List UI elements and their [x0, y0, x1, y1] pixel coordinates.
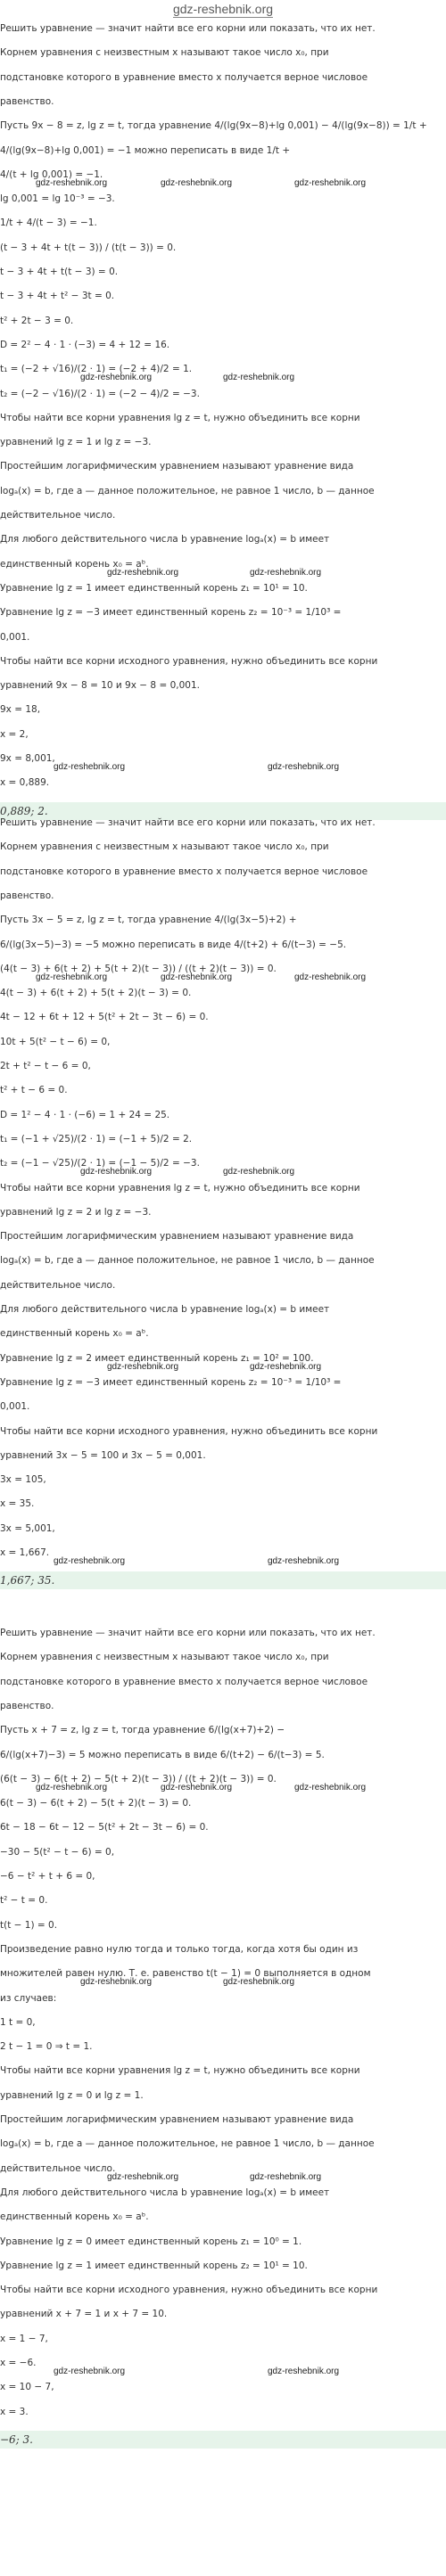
solution-line: 9x = 18,: [0, 704, 41, 716]
watermark-text: gdz-reshebnik.org: [107, 1361, 179, 1372]
solution-line: уравнений lg z = 1 и lg z = −3.: [0, 437, 152, 448]
solution-line: из случаев:: [0, 1992, 57, 2004]
solution-line: D = 1² − 4 · 1 · (−6) = 1 + 24 = 25.: [0, 1109, 170, 1120]
solution-line: x = 1,667.: [0, 1547, 50, 1558]
solution-line: t² + t − 6 = 0.: [0, 1085, 68, 1096]
watermark-text: gdz-reshebnik.org: [294, 177, 367, 188]
solution-line: 0,001.: [0, 1401, 30, 1413]
solution-line: t₁ = (−1 + √25)/(2 · 1) = (−1 + 5)/2 = 2.: [0, 1133, 193, 1144]
solution-line: x = −6.: [0, 2358, 37, 2368]
solution-line: Простейшим логарифмическим уравнением называют уравнение вида: [0, 461, 354, 472]
solution-line: (4(t − 3) + 6(t + 2) + 5(t + 2)(t − 3)) / ((t + 2)(t − 3)) = 0.: [0, 963, 277, 974]
solution-line: Решить уравнение — значит найти все его корни или показать, что их нет.: [0, 817, 376, 828]
watermark-text: gdz-reshebnik.org: [223, 1167, 295, 1177]
watermark-text: gdz-reshebnik.org: [36, 1782, 108, 1793]
solution-line: 1 t = 0,: [0, 2016, 36, 2028]
solution-line: подстановке которого в уравнение вместо x получается верное числовое: [0, 1676, 368, 1687]
solution-line: Уравнение lg z = 0 имеет единственный корень z₁ = 10⁰ = 1.: [0, 2236, 302, 2247]
solution-line: равенство.: [0, 95, 54, 107]
watermark-text: gdz-reshebnik.org: [161, 972, 233, 982]
watermark-text: gdz-reshebnik.org: [36, 177, 108, 188]
solution-line: Уравнение lg z = 2 имеет единственный корень z₁ = 10² = 100.: [0, 1352, 314, 1364]
watermark-text: gdz-reshebnik.org: [80, 1977, 153, 1988]
solution-line: действительное число.: [0, 2162, 116, 2174]
watermark-text: gdz-reshebnik.org: [250, 1361, 322, 1372]
watermark-text: gdz-reshebnik.org: [294, 1782, 367, 1793]
watermark-text: gdz-reshebnik.org: [107, 567, 179, 578]
answer-line: 1,667; 35.: [0, 1571, 446, 1589]
solution-line: 4/(lg(9x−8)+lg 0,001) = −1 можно переписать в виде 1/t +: [0, 144, 291, 156]
solution-line: t₁ = (−2 + √16)/(2 · 1) = (−2 + 4)/2 = 1.: [0, 364, 193, 375]
solution-line: 0,001.: [0, 631, 30, 643]
solution-line: 6t − 18 − 6t − 12 − 5(t² + 2t − 3t − 6) = 0.: [0, 1822, 209, 1834]
solution-line: 6/(lg(3x−5)−3) = −5 можно переписать в виде 4/(t+2) + 6/(t−3) = −5.: [0, 939, 347, 950]
solution-line: Корнем уравнения с неизвестным x называют такое число x₀, при: [0, 841, 329, 853]
solution-line: 1/t + 4/(t − 3) = −1.: [0, 217, 97, 229]
watermark-text: gdz-reshebnik.org: [107, 2171, 179, 2182]
solution-line: Чтобы найти все корни уравнения lg z = t, нужно объединить все корни: [0, 412, 360, 423]
solution-line: 6/(lg(x+7)−3) = 5 можно переписать в виде 6/(t+2) − 6/(t−3) = 5.: [0, 1749, 325, 1760]
solution-line: Уравнение lg z = 1 имеет единственный корень z₂ = 10¹ = 10.: [0, 2260, 308, 2271]
watermark-text: gdz-reshebnik.org: [250, 2171, 322, 2182]
solution-line: 4(t − 3) + 6(t + 2) + 5(t + 2)(t − 3) = 0.: [0, 988, 192, 999]
solution-line: Пусть 3x − 5 = z, lg z = t, тогда уравнение 4/(lg(3x−5)+2) +: [0, 915, 297, 926]
solution-line: Для любого действительного числа b уравнение logₐ(x) = b имеет: [0, 1304, 330, 1315]
solution-line: x = 3.: [0, 2406, 29, 2417]
solution-line: −30 − 5(t² − t − 6) = 0,: [0, 1846, 115, 1858]
solution-line: действительное число.: [0, 510, 116, 521]
solution-line: уравнений 3x − 5 = 100 и 3x − 5 = 0,001.: [0, 1449, 206, 1461]
watermark-text: gdz-reshebnik.org: [268, 762, 340, 772]
solution-line: равенство.: [0, 1700, 54, 1711]
watermark-text: gdz-reshebnik.org: [80, 373, 153, 383]
solution-line: logₐ(x) = b, где a — данное положительное, не равное 1 число, b — данное: [0, 1255, 375, 1267]
solution-line: Для любого действительного числа b уравнение logₐ(x) = b имеет: [0, 534, 330, 546]
solution-line: t² + 2t − 3 = 0.: [0, 315, 74, 326]
solution-line: единственный корень x₀ = aᵇ.: [0, 558, 149, 570]
solution-line: 4t − 12 + 6t + 12 + 5(t² + 2t − 3t − 6) = 0.: [0, 1012, 209, 1023]
watermark-text: gdz-reshebnik.org: [161, 177, 233, 188]
solution-line: t − 3 + 4t + t(t − 3) = 0.: [0, 267, 119, 277]
solution-line: уравнений x + 7 = 1 и x + 7 = 10.: [0, 2309, 168, 2320]
solution-line: Чтобы найти все корни исходного уравнения, нужно объединить все корни: [0, 2285, 378, 2296]
solution-line: Решить уравнение — значит найти все его корни или показать, что их нет.: [0, 1628, 376, 1638]
solution-line: Простейшим логарифмическим уравнением называют уравнение вида: [0, 2114, 354, 2125]
solution-line: Уравнение lg z = −3 имеет единственный корень z₂ = 10⁻³ = 1/10³ =: [0, 1376, 342, 1388]
solution-line: x = 10 − 7,: [0, 2382, 54, 2393]
solution-line: 2t + t² − t − 6 = 0,: [0, 1061, 91, 1071]
solution-line: Корнем уравнения с неизвестным x называют такое число x₀, при: [0, 1652, 329, 1663]
solution-line: 3x = 5,001,: [0, 1522, 55, 1534]
solution-line: x = 35.: [0, 1498, 35, 1510]
solution-line: Чтобы найти все корни исходного уравнения, нужно объединить все корни: [0, 655, 378, 667]
solution-line: Пусть 9x − 8 = z, lg z = t, тогда уравнение 4/(lg(9x−8)+lg 0,001) − 4/(lg(9x−8)) = 1/t +: [0, 120, 427, 132]
watermark-text: gdz-reshebnik.org: [54, 2367, 126, 2376]
solution-line: x = 0,889.: [0, 777, 50, 789]
watermark-text: gdz-reshebnik.org: [80, 1167, 153, 1177]
solution-line: 10t + 5(t² − t − 6) = 0,: [0, 1036, 111, 1047]
solution-line: x = 1 − 7,: [0, 2333, 48, 2344]
solution-line: подстановке которого в уравнение вместо x получается верное числовое: [0, 71, 368, 83]
answer-line: 0,889; 2.: [0, 802, 446, 820]
watermark-text: gdz-reshebnik.org: [250, 567, 322, 578]
solution-line: t − 3 + 4t + t² − 3t = 0.: [0, 291, 115, 302]
site-header: [0, 0, 446, 20]
solution-line: (6(t − 3) − 6(t + 2) − 5(t + 2)(t − 3)) / ((t + 2)(t − 3)) = 0.: [0, 1773, 277, 1784]
solution-line: уравнений 9x − 8 = 10 и 9x − 8 = 0,001.: [0, 680, 200, 692]
solution-line: logₐ(x) = b, где a — данное положительное, не равное 1 число, b — данное: [0, 2138, 375, 2150]
solution-line: единственный корень x₀ = aᵇ.: [0, 1328, 149, 1340]
watermark-text: gdz-reshebnik.org: [223, 373, 295, 383]
solution-line: −6 − t² + t + 6 = 0,: [0, 1871, 95, 1882]
solution-line: Чтобы найти все корни исходного уравнения, нужно объединить все корни: [0, 1425, 378, 1437]
solution-line: t₂ = (−1 − √25)/(2 · 1) = (−1 − 5)/2 = −3.: [0, 1158, 200, 1169]
solution-line: Для любого действительного числа b уравнение logₐ(x) = b имеет: [0, 2186, 330, 2198]
solution-line: подстановке которого в уравнение вместо x получается верное числовое: [0, 866, 368, 877]
solution-line: t² − t = 0.: [0, 1895, 48, 1907]
solution-line: Корнем уравнения с неизвестным x называют такое число x₀, при: [0, 47, 329, 59]
watermark-text: gdz-reshebnik.org: [54, 762, 126, 772]
solution-line: Произведение равно нулю тогда и только тогда, когда хотя бы один из: [0, 1943, 359, 1955]
solution-line: lg 0,001 = lg 10⁻³ = −3.: [0, 193, 115, 205]
solution-line: действительное число.: [0, 1279, 116, 1291]
watermark-text: gdz-reshebnik.org: [54, 1556, 126, 1566]
solution-line: t₂ = (−2 − √16)/(2 · 1) = (−2 − 4)/2 = −3.: [0, 388, 200, 399]
solution-line: D = 2² − 4 · 1 · (−3) = 4 + 12 = 16.: [0, 339, 170, 350]
solution-line: Простейшим логарифмическим уравнением называют уравнение вида: [0, 1231, 354, 1243]
solution-line: Уравнение lg z = −3 имеет единственный корень z₂ = 10⁻³ = 1/10³ =: [0, 607, 342, 619]
watermark-text: gdz-reshebnik.org: [223, 1977, 295, 1988]
solution-line: единственный корень x₀ = aᵇ.: [0, 2211, 149, 2223]
site-logo[interactable]: gdz-reshebnik.org: [172, 2, 274, 16]
solution-line: x = 2,: [0, 728, 29, 740]
solution-line: (t − 3 + 4t + t(t − 3)) / (t(t − 3)) = 0.: [0, 242, 177, 253]
solution-line: Решить уравнение — значит найти все его корни или показать, что их нет.: [0, 23, 376, 34]
solution-line: t(t − 1) = 0.: [0, 1919, 58, 1931]
watermark-text: gdz-reshebnik.org: [268, 2367, 340, 2376]
solution-line: уравнений lg z = 0 и lg z = 1.: [0, 2089, 144, 2101]
solution-line: 3x = 105,: [0, 1474, 46, 1486]
watermark-text: gdz-reshebnik.org: [36, 972, 108, 982]
watermark-text: gdz-reshebnik.org: [294, 972, 367, 982]
solution-line: Чтобы найти все корни уравнения lg z = t, нужно объединить все корни: [0, 1182, 360, 1194]
solution-line: Пусть x + 7 = z, lg z = t, тогда уравнение 6/(lg(x+7)+2) −: [0, 1725, 285, 1736]
solution-line: 2 t − 1 = 0 ⇒ t = 1.: [0, 2041, 93, 2053]
solution-line: logₐ(x) = b, где a — данное положительное, не равное 1 число, b — данное: [0, 485, 375, 496]
watermark-text: gdz-reshebnik.org: [161, 1782, 233, 1793]
watermark-text: gdz-reshebnik.org: [268, 1556, 340, 1566]
solution-line: равенство.: [0, 890, 54, 901]
solution-line: 4/(t + lg 0,001) = −1.: [0, 168, 103, 180]
solution-line: 9x = 8,001,: [0, 753, 55, 764]
solution-line: Чтобы найти все корни уравнения lg z = t, нужно объединить все корни: [0, 2065, 360, 2077]
solution-line: Уравнение lg z = 1 имеет единственный корень z₁ = 10¹ = 10.: [0, 582, 308, 594]
solution-line: 6(t − 3) − 6(t + 2) − 5(t + 2)(t − 3) = 0.: [0, 1798, 192, 1809]
solution-line: уравнений lg z = 2 и lg z = −3.: [0, 1206, 152, 1218]
answer-line: −6; 3.: [0, 2431, 446, 2449]
solution-line: множителей равен нулю. Т. е. равенство t(t − 1) = 0 выполняется в одном: [0, 1968, 371, 1980]
